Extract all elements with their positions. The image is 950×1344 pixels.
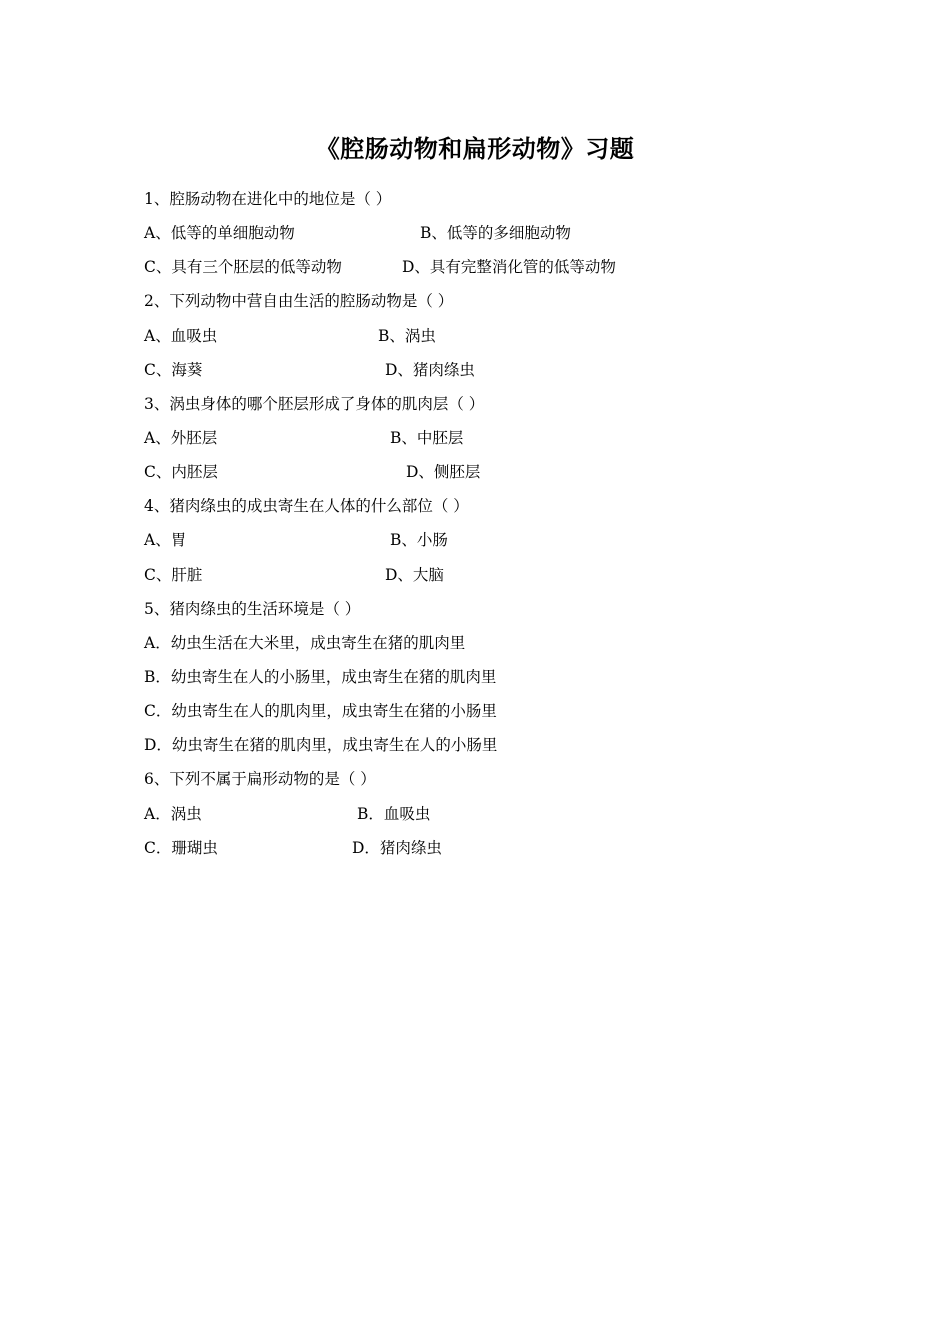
question-3-option-a: A、外胚层 — [144, 429, 218, 447]
question-4-stem: 4、猪肉绦虫的成虫寄生在人体的什么部位（ ） — [144, 497, 469, 515]
question-5-option-c: C．幼虫寄生在人的肌肉里，成虫寄生在猪的小肠里 — [144, 702, 497, 720]
question-5-option-b: B．幼虫寄生在人的小肠里，成虫寄生在猪的肌肉里 — [144, 668, 497, 686]
question-1-options-row-2 — [144, 256, 616, 278]
question-5-option-a: A．幼虫生活在大米里，成虫寄生在猪的肌肉里 — [144, 634, 466, 652]
question-1-option-a: A、低等的单细胞动物 — [144, 224, 295, 242]
question-5-stem: 5、猪肉绦虫的生活环境是（ ） — [144, 600, 361, 618]
question-6-option-a: A．涡虫 — [144, 805, 202, 823]
question-6-stem: 6、下列不属于扁形动物的是（ ） — [144, 770, 376, 788]
question-2-stem: 2、下列动物中营自由生活的腔肠动物是（ ） — [144, 292, 454, 310]
question-6-option-c: C．珊瑚虫 — [144, 839, 218, 857]
question-4-option-d: D、大脑 — [385, 566, 444, 584]
question-3-options-row-2 — [144, 461, 481, 483]
question-6-option-b: B．血吸虫 — [357, 805, 431, 823]
question-4-option-b: B、小肠 — [390, 531, 448, 549]
question-3-option-d: D、侧胚层 — [406, 463, 481, 481]
question-2-options-row-1 — [144, 325, 436, 347]
question-2-option-a: A、血吸虫 — [144, 327, 218, 345]
question-5-option-d: D．幼虫寄生在猪的肌肉里，成虫寄生在人的小肠里 — [144, 736, 498, 754]
question-4-option-c: C、肝脏 — [144, 566, 203, 584]
question-6-option-d: D．猪肉绦虫 — [352, 839, 442, 857]
question-1-option-c: C、具有三个胚层的低等动物 — [144, 258, 342, 276]
question-4-options-row-1 — [144, 529, 448, 551]
question-3-options-row-1 — [144, 427, 464, 449]
question-4-options-row-2 — [144, 564, 444, 586]
question-2-option-d: D、猪肉绦虫 — [385, 361, 475, 379]
question-2-options-row-2 — [144, 359, 475, 381]
question-3-option-c: C、内胚层 — [144, 463, 218, 481]
document-title: 《腔肠动物和扁形动物》习题 — [315, 135, 635, 163]
question-3-option-b: B、中胚层 — [390, 429, 464, 447]
question-1-stem: 1、腔肠动物在进化中的地位是（ ） — [144, 190, 392, 208]
question-1-option-d: D、具有完整消化管的低等动物 — [402, 258, 616, 276]
question-1-options-row-1 — [144, 222, 571, 244]
question-1-option-b: B、低等的多细胞动物 — [420, 224, 571, 242]
question-3-stem: 3、涡虫身体的哪个胚层形成了身体的肌肉层（ ） — [144, 395, 485, 413]
question-4-option-a: A、胃 — [144, 531, 187, 549]
question-2-option-b: B、涡虫 — [378, 327, 436, 345]
question-6-options-row-1 — [144, 803, 431, 825]
question-6-options-row-2 — [144, 837, 442, 859]
question-2-option-c: C、海葵 — [144, 361, 203, 379]
